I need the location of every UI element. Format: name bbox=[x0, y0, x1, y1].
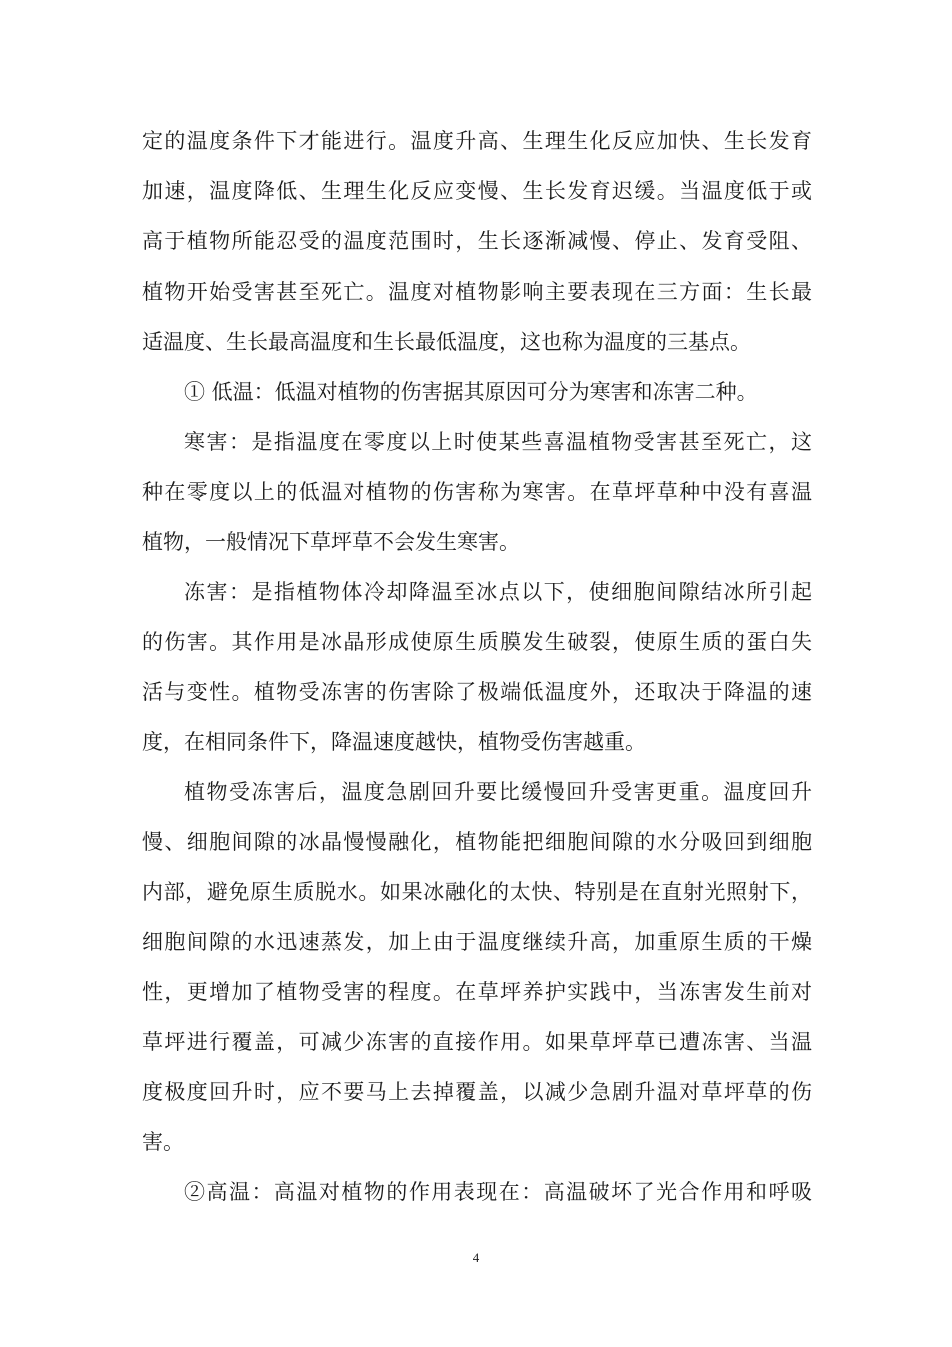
text-line: 高于植物所能忍受的温度范围时，生长逐渐减慢、停止、发育受阻、 bbox=[142, 229, 812, 253]
text-line: 慢、细胞间隙的冰晶慢慢融化，植物能把细胞间隙的水分吸回到细胞 bbox=[142, 830, 812, 854]
text-line: 适温度、生长最高温度和生长最低温度，这也称为温度的三基点。 bbox=[142, 330, 751, 354]
page-number: 4 bbox=[472, 1250, 480, 1265]
text-line: 定的温度条件下才能进行。温度升高、生理生化反应加快、生长发育 bbox=[142, 129, 812, 153]
text-line: 植物开始受害甚至死亡。温度对植物影响主要表现在三方面：生长最 bbox=[142, 280, 812, 304]
text-line: 冻害：是指植物体冷却降温至冰点以下，使细胞间隙结冰所引起 bbox=[184, 580, 812, 604]
text-line: 细胞间隙的水迅速蒸发，加上由于温度继续升高，加重原生质的干燥 bbox=[142, 930, 812, 954]
text-line: 寒害：是指温度在零度以上时使某些喜温植物受害甚至死亡，这 bbox=[184, 430, 812, 454]
text-line: 活与变性。植物受冻害的伤害除了极端低温度外，还取决于降温的速 bbox=[142, 680, 812, 704]
text-line: 度极度回升时，应不要马上去掉覆盖，以减少急剧升温对草坪草的伤 bbox=[142, 1080, 812, 1104]
text-line: 植物受冻害后，温度急剧回升要比缓慢回升受害更重。温度回升 bbox=[184, 780, 812, 804]
text-line: 种在零度以上的低温对植物的伤害称为寒害。在草坪草种中没有喜温 bbox=[142, 480, 812, 504]
text-line: 内部，避免原生质脱水。如果冰融化的太快、特别是在直射光照射下， bbox=[142, 880, 812, 904]
text-line: 的伤害。其作用是冰晶形成使原生质膜发生破裂，使原生质的蛋白失 bbox=[142, 630, 812, 654]
section-heading-low-temperature: ① 低温：低温对植物的伤害据其原因可分为寒害和冻害二种。 bbox=[184, 380, 758, 404]
text-line: 草坪进行覆盖，可减少冻害的直接作用。如果草坪草已遭冻害、当温 bbox=[142, 1030, 812, 1054]
text-line: 度，在相同条件下，降温速度越快，植物受伤害越重。 bbox=[142, 730, 646, 754]
text-line: 植物，一般情况下草坪草不会发生寒害。 bbox=[142, 530, 520, 554]
text-line: 加速，温度降低、生理生化反应变慢、生长发育迟缓。当温度低于或 bbox=[142, 179, 812, 203]
section-heading-high-temperature: ②高温：高温对植物的作用表现在：高温破坏了光合作用和呼吸 bbox=[184, 1180, 812, 1204]
text-line: 害。 bbox=[142, 1130, 184, 1154]
text-line: 性，更增加了植物受害的程度。在草坪养护实践中，当冻害发生前对 bbox=[142, 980, 812, 1004]
